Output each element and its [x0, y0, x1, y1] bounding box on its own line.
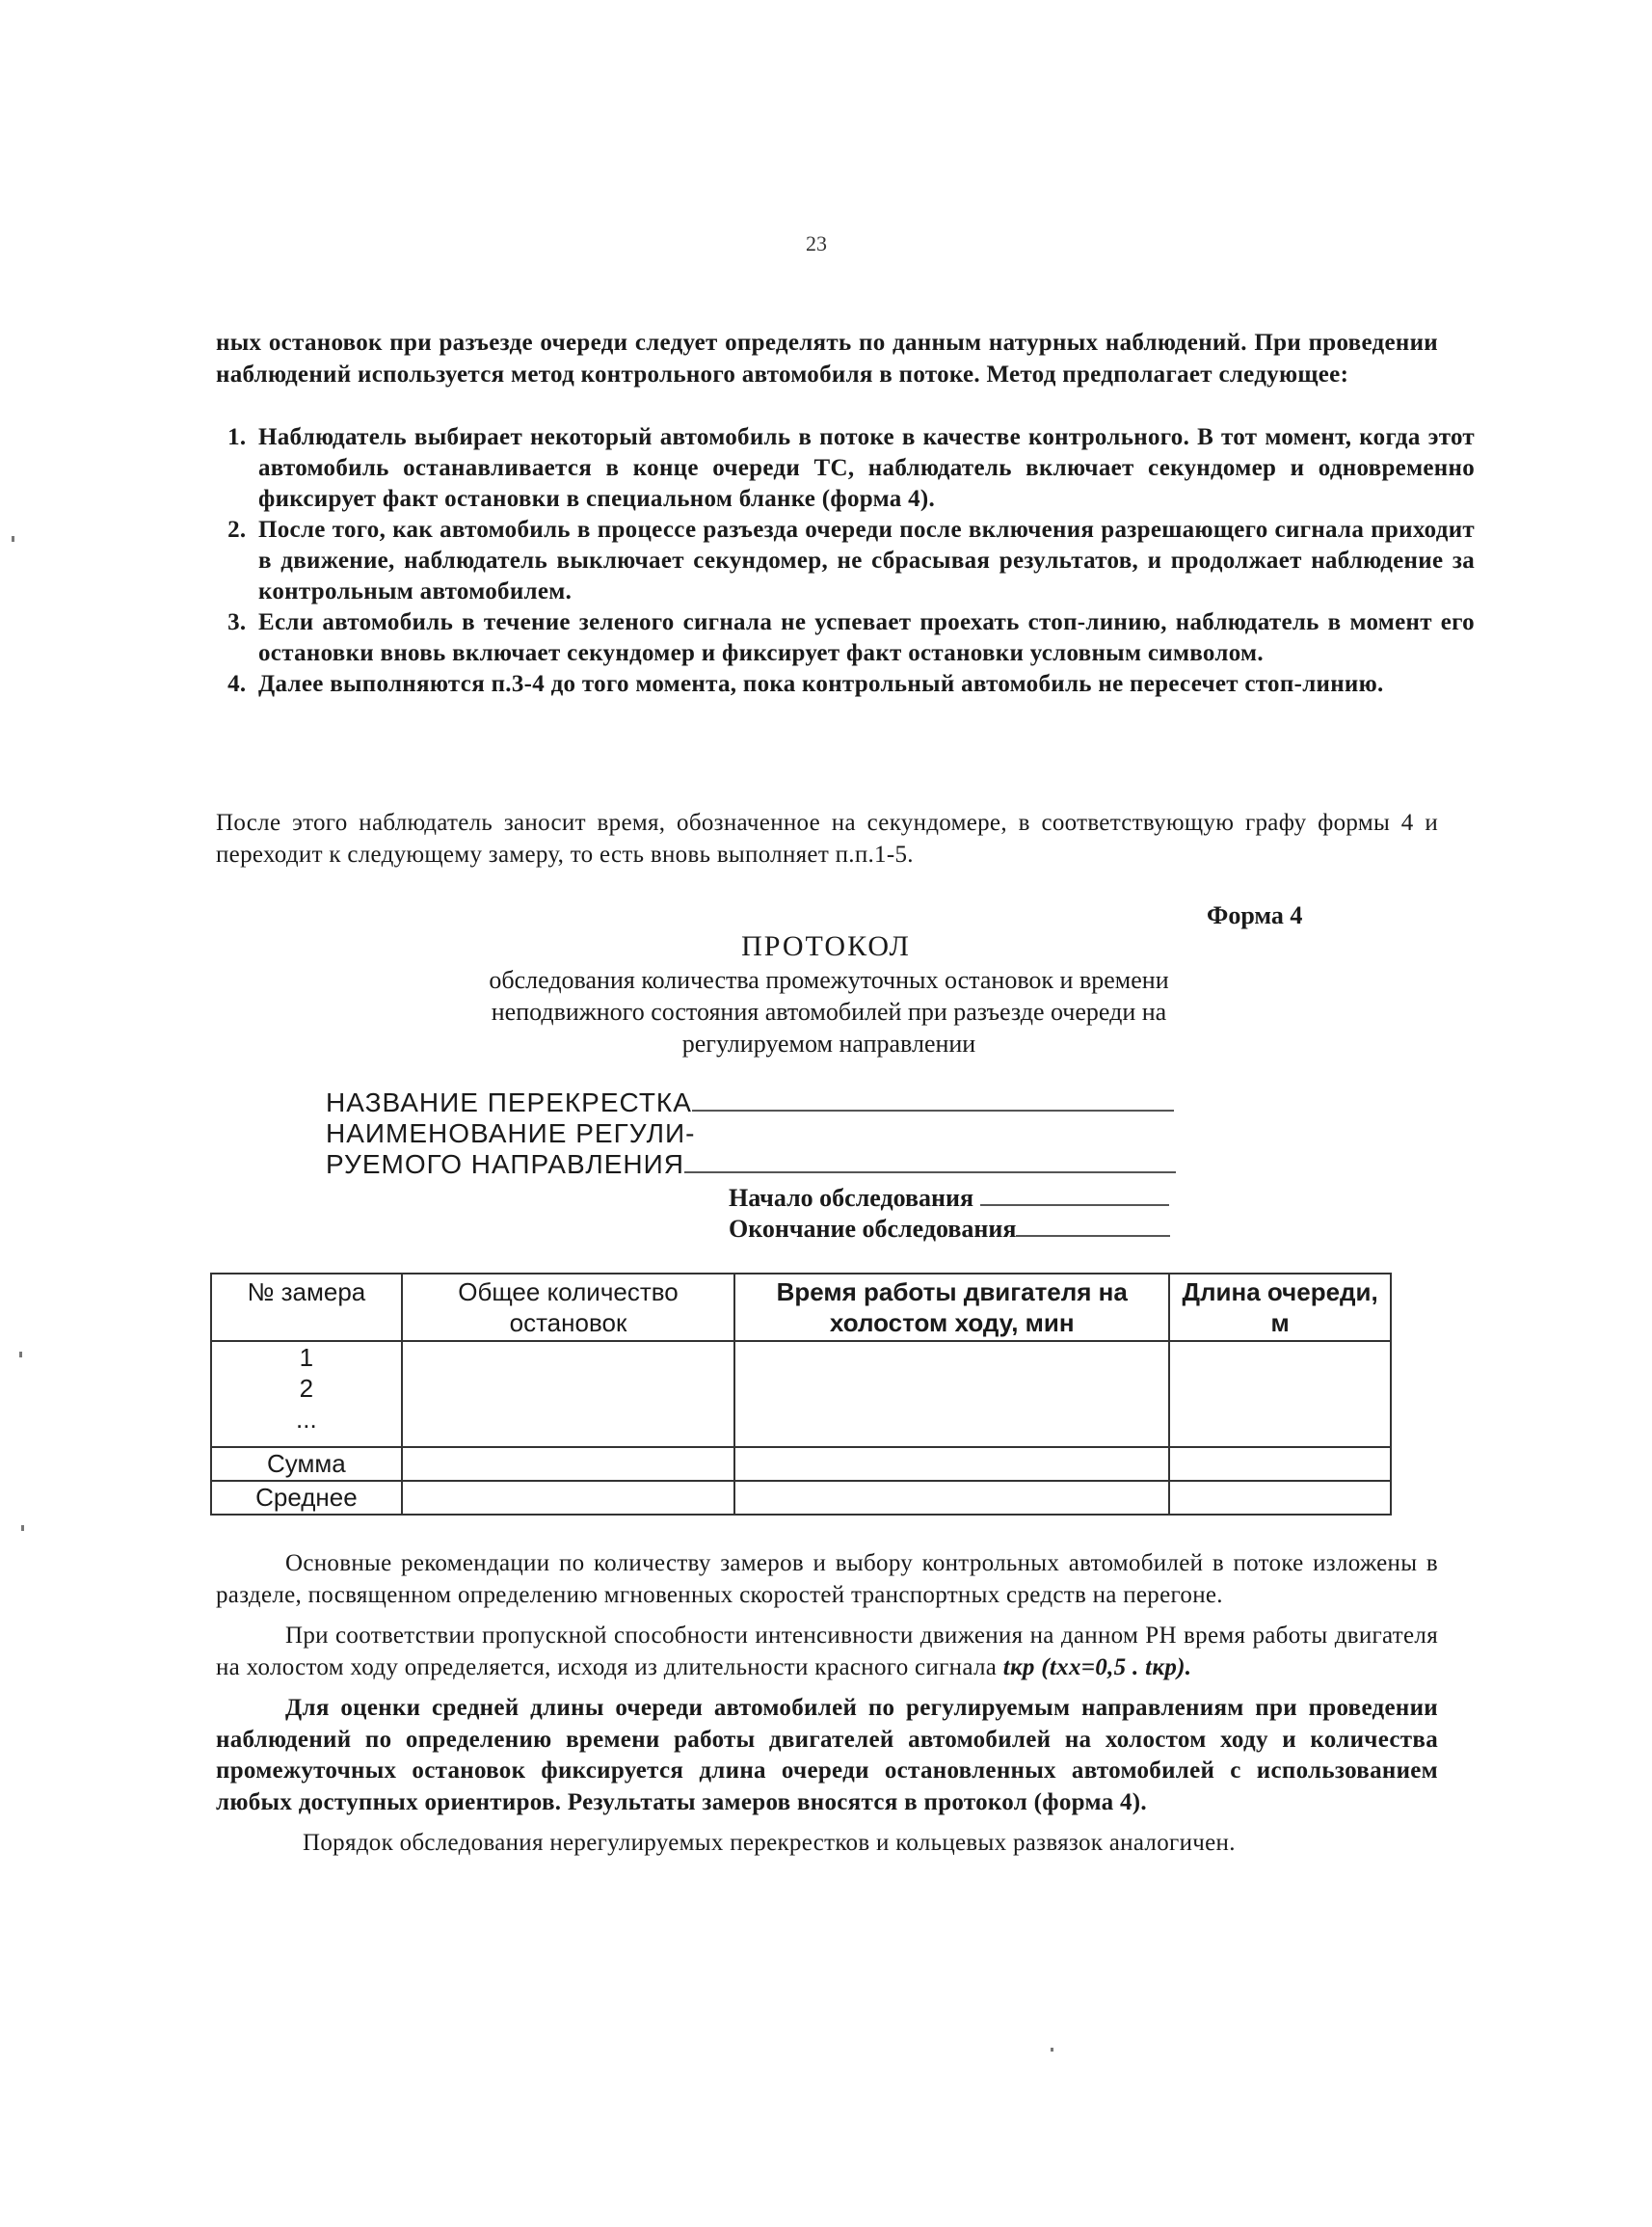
row-number: 2 — [299, 1374, 314, 1403]
sum-stops-cell[interactable] — [402, 1447, 734, 1481]
intersection-name-line[interactable] — [692, 1088, 1174, 1112]
idle-time-formula: tкр (tхх=0,5 . tкр). — [1002, 1653, 1192, 1680]
scan-speck — [19, 1352, 22, 1357]
idle-time-paragraph — [216, 1621, 1438, 1683]
row-number: 1 — [299, 1343, 314, 1372]
step-item: 4. Далее выполняются п.3-4 до того момента, пока контрольный автомобиль не пересечет стоп-линию. — [253, 669, 1475, 700]
header-queue-length: Длина очереди, м — [1169, 1274, 1391, 1341]
direction-name-label-2: РУЕМОГО НАПРАВЛЕНИЯ — [326, 1149, 684, 1179]
idle-time-text: При соответствии пропускной способности интенсивности движения на данном РН время работы двигателя на холостом ходу определяется, исходя из длительности красного сигнала — [216, 1623, 1438, 1680]
after-steps-paragraph: После этого наблюдатель заносит время, обозначенное на секундомере, в соответствующую графу формы 4 и переходит к следующему замеру, то есть вновь выполняет п.п.1-5. — [216, 810, 1438, 868]
avg-idle-cell[interactable] — [734, 1481, 1169, 1515]
page-number: 23 — [806, 231, 827, 255]
sum-queue-cell[interactable] — [1169, 1447, 1391, 1481]
method-steps-list — [216, 422, 1475, 700]
intersection-name-label: НАЗВАНИЕ ПЕРЕКРЕСТКА — [326, 1087, 692, 1117]
queue-length-cell[interactable] — [1169, 1341, 1391, 1447]
protocol-title: ПРОТОКОЛ — [741, 930, 911, 962]
direction-name-line[interactable] — [684, 1150, 1176, 1173]
scan-speck — [21, 1525, 24, 1531]
recommendations-section — [216, 1548, 1438, 1869]
sum-label: Сумма — [211, 1447, 402, 1481]
step-item: 3. Если автомобиль в течение зеленого сигнала не успевает проехать стоп-линию, наблюдатель в момент его остановки вновь включает секундомер и фиксирует факт остановки условным символом. — [253, 607, 1475, 669]
form-label: Форма 4 — [1207, 901, 1303, 929]
protocol-subtitle: обследования количества промежуточных остановок и времени неподвижного состояния автомобилей при разъезде очереди на регулируемом направлении — [489, 966, 1169, 1058]
sum-row — [211, 1447, 1391, 1481]
average-row — [211, 1481, 1391, 1515]
survey-end-line[interactable] — [1016, 1216, 1170, 1237]
row-number: ... — [296, 1405, 317, 1434]
avg-stops-cell[interactable] — [402, 1481, 734, 1515]
survey-end-field — [729, 1215, 1170, 1244]
step-item: 2. После того, как автомобиль в процессе разъезда очереди после включения разрешающего сигнала приходит в движение, наблюдатель выключает секундомер, не сбрасывая результатов, и продолжает наблюдение за контрольным автомобилем. — [253, 515, 1475, 607]
queue-length-paragraph: Для оценки средней длины очереди автомобилей по регулируемым направлениям при проведении наблюдений по определению времени работы двигателей автомобилей на холостом ходу и количества промежуточных остановок фиксируется длина очереди остановленных автомобилей с использованием любых доступных ориентиров. Результаты замеров вносятся в протокол (форма 4). — [216, 1695, 1438, 1815]
survey-start-label: Начало обследования — [729, 1184, 974, 1212]
header-stops-count: Общее количество остановок — [402, 1274, 734, 1341]
recommendation-paragraph: Основные рекомендации по количеству замеров и выбору контрольных автомобилей в потоке изложены в разделе, посвященном определению мгновенных скоростей транспортных средств на перегоне. — [216, 1550, 1438, 1608]
average-label: Среднее — [211, 1481, 402, 1515]
sum-idle-cell[interactable] — [734, 1447, 1169, 1481]
measurement-numbers-cell — [211, 1341, 402, 1447]
survey-end-label: Окончание обследования — [729, 1215, 1017, 1243]
closing-paragraph: Порядок обследования нерегулируемых перекрестков и кольцевых развязок аналогичен. — [303, 1830, 1236, 1856]
avg-queue-cell[interactable] — [1169, 1481, 1391, 1515]
idle-time-cell[interactable] — [734, 1341, 1169, 1447]
header-idle-time: Время работы двигателя на холостом ходу, мин — [734, 1274, 1169, 1341]
table-row — [211, 1341, 1391, 1447]
survey-table — [210, 1273, 1392, 1516]
intro-paragraph: ных остановок при разъезде очереди следует определять по данным натурных наблюдений. При проведении наблюдений используется метод контрольного автомобиля в потоке. Метод предполагает следующее: — [216, 330, 1438, 388]
scan-speck — [12, 536, 14, 542]
stops-cell[interactable] — [402, 1341, 734, 1447]
scan-speck — [1051, 2048, 1053, 2052]
survey-start-field — [729, 1184, 1169, 1213]
intersection-name-field — [326, 1087, 1174, 1118]
direction-name-field — [326, 1149, 1176, 1180]
direction-name-label-1: НАИМЕНОВАНИЕ РЕГУЛИ- — [326, 1118, 696, 1148]
step-item: 1. Наблюдатель выбирает некоторый автомобиль в потоке в качестве контрольного. В тот момент, когда этот автомобиль останавливается в конце очереди ТС, наблюдатель включает секундомер и одновременно фиксирует факт остановки в специальном бланке (форма 4). — [253, 422, 1475, 515]
survey-start-line[interactable] — [980, 1185, 1169, 1206]
header-measurement-number: № замера — [211, 1274, 402, 1341]
table-header-row — [211, 1274, 1391, 1341]
